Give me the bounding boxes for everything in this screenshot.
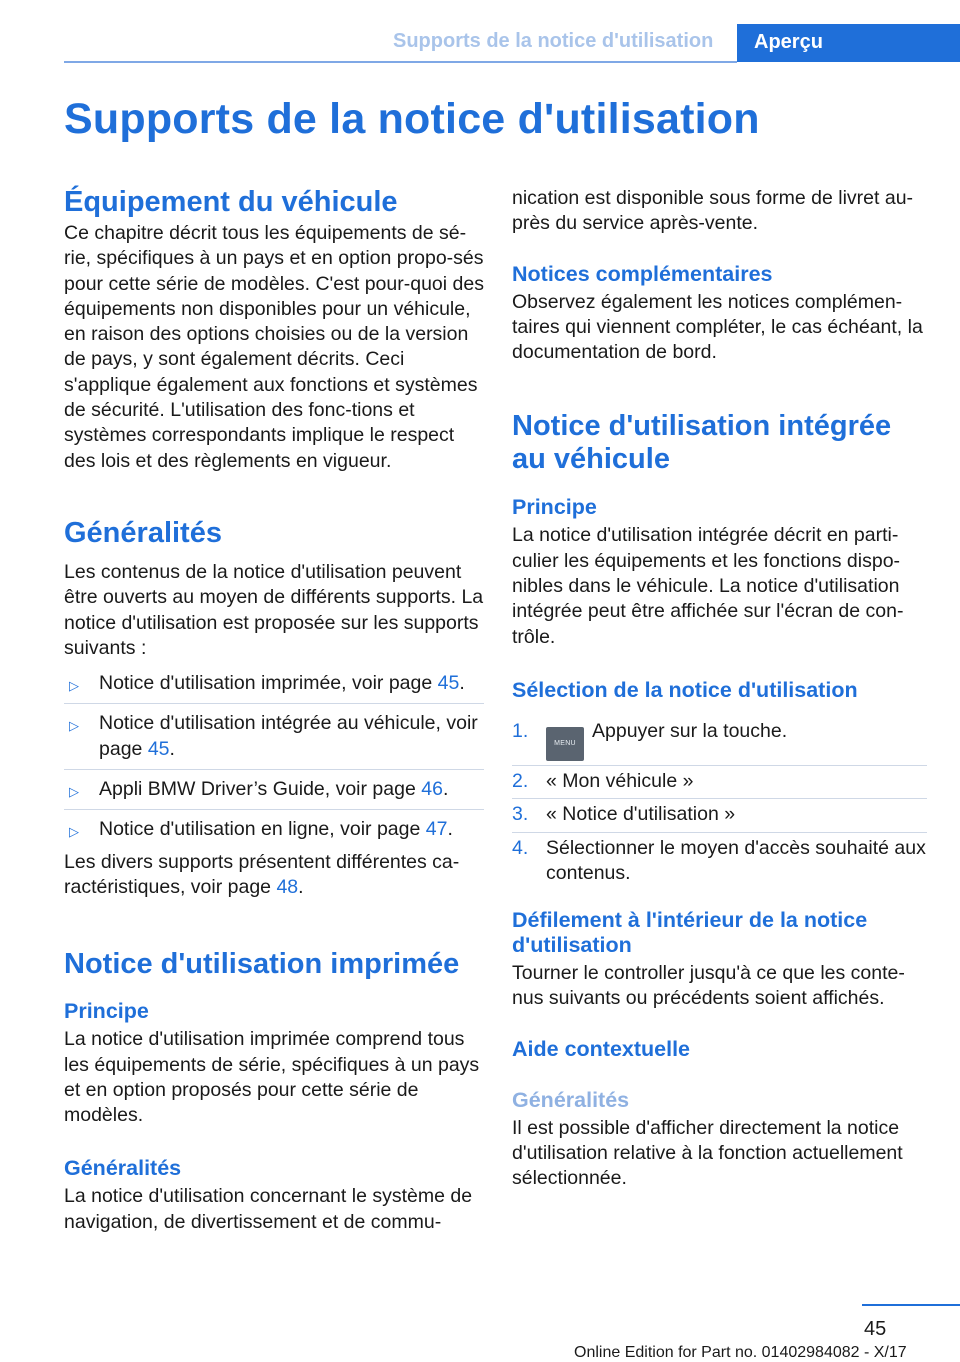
printed-heading: Notice d'utilisation imprimée <box>64 948 460 981</box>
footer-rule <box>862 1304 960 1306</box>
general-text: Les contenus de la notice d'utilisation peuvent être ouverts au moyen de différents supports. La notice d'utilisation est proposée sur les supports suivants : <box>64 560 484 659</box>
left-column <box>64 186 484 1235</box>
integrated-principle-heading: Principe <box>512 495 597 520</box>
right-column <box>512 186 927 1192</box>
supports-list <box>64 671 484 842</box>
triangle-bullet-icon: ▷ <box>69 784 79 800</box>
equipment-heading: Équipement du véhicule <box>64 186 398 218</box>
selection-heading: Sélection de la notice d'utilisation <box>512 677 858 702</box>
list-item: ▷ Appli BMW Driver’s Guide, voir page 46. <box>64 777 484 810</box>
list-item: 3. « Notice d'utilisation » <box>512 802 927 832</box>
general-heading: Généralités <box>64 516 222 549</box>
page-header <box>0 24 960 62</box>
edition-note: Online Edition for Part no. 01402984082 - X/17 <box>574 1344 907 1361</box>
complementary-text: Observez également les notices complémen‐taires qui viennent compléter, le cas échéant, la documentation de bord. <box>512 290 923 364</box>
list-item: ▷ Notice d'utilisation en ligne, voir page 47. <box>64 817 484 842</box>
section-tab: Aperçu <box>737 24 960 62</box>
context-heading: Aide contextuelle <box>512 1036 691 1061</box>
supports-text: Les divers supports présentent différentes ca‐ractéristiques, voir page 48. <box>64 850 460 898</box>
complementary-heading: Notices complémentaires <box>512 261 773 286</box>
list-item: 1. MENUAppuyer sur la touche. <box>512 719 927 766</box>
context-sub-heading: Généralités <box>512 1087 630 1112</box>
list-item: 2. « Mon véhicule » <box>512 769 927 799</box>
page-link[interactable]: 45 <box>437 672 460 695</box>
page-footer <box>0 1304 960 1362</box>
page-link[interactable]: 45 <box>147 737 170 760</box>
triangle-bullet-icon: ▷ <box>69 718 79 734</box>
page-link[interactable]: 47 <box>425 818 448 841</box>
selection-steps <box>512 719 927 890</box>
integrated-heading: Notice d'utilisation intégrée au véhicule <box>512 410 892 476</box>
integrated-principle-text: La notice d'utilisation intégrée décrit en parti‐culier les équipements et les fonctions dispo‐nibles dans le véhicule. La notice d'utilisation intégrée peut être affichée sur l'écran de con‐trôle. <box>512 524 904 648</box>
list-item: ▷ Notice d'utilisation intégrée au véhicule, voir page 45. <box>64 711 484 770</box>
list-item: 4. Sélectionner le moyen d'accès souhaité aux contenus. <box>512 836 926 884</box>
equipment-text: Ce chapitre décrit tous les équipements de sé‐rie, spécifiques à un pays et en option propo‐sés pour cette série de modèles. C'est pour‐quoi des équipements non disponibles pour un véhicule, en raison des options choisies ou de la version de pays, y sont également décrits. Ceci s'applique également aux fonctions et systèmes de sécurité. L'utilisation des fonc‐tions et systèmes correspondants implique le respect des lois et des règlements en vigueur. <box>64 222 484 472</box>
list-item: ▷ Notice d'utilisation imprimée, voir page 45. <box>64 671 484 704</box>
general2-text: La notice d'utilisation concernant le système de navigation, de divertissement et de commu‐ <box>64 1185 473 1233</box>
principle-text: La notice d'utilisation imprimée comprend tous les équipements de série, spécifiques à un pays et en option proposés pour cette série de modèles. <box>64 1028 480 1127</box>
context-text: Il est possible d'afficher directement la notice d'utilisation relative à la fonction actuellement sélectionnée. <box>512 1116 903 1190</box>
header-rule <box>64 61 737 63</box>
triangle-bullet-icon: ▷ <box>69 678 79 694</box>
general2-heading: Généralités <box>64 1156 182 1181</box>
page-link[interactable]: 46 <box>421 778 443 801</box>
triangle-bullet-icon: ▷ <box>69 824 79 840</box>
scroll-text: Tourner le controller jusqu'à ce que les conte‐nus suivants ou précédents soient affichés. <box>512 962 905 1010</box>
page-title: Supports de la notice d'utilisation <box>64 95 760 143</box>
principle-heading: Principe <box>64 999 149 1024</box>
menu-button-icon: MENU <box>546 727 584 761</box>
continued-text: nication est disponible sous forme de livret au‐près du service après-vente. <box>512 187 914 235</box>
page-number: 45 <box>864 1318 887 1340</box>
page-link[interactable]: 48 <box>276 875 299 898</box>
breadcrumb: Supports de la notice d'utilisation <box>393 30 714 52</box>
scroll-heading: Défilement à l'intérieur de la notice d'utilisation <box>512 908 868 958</box>
